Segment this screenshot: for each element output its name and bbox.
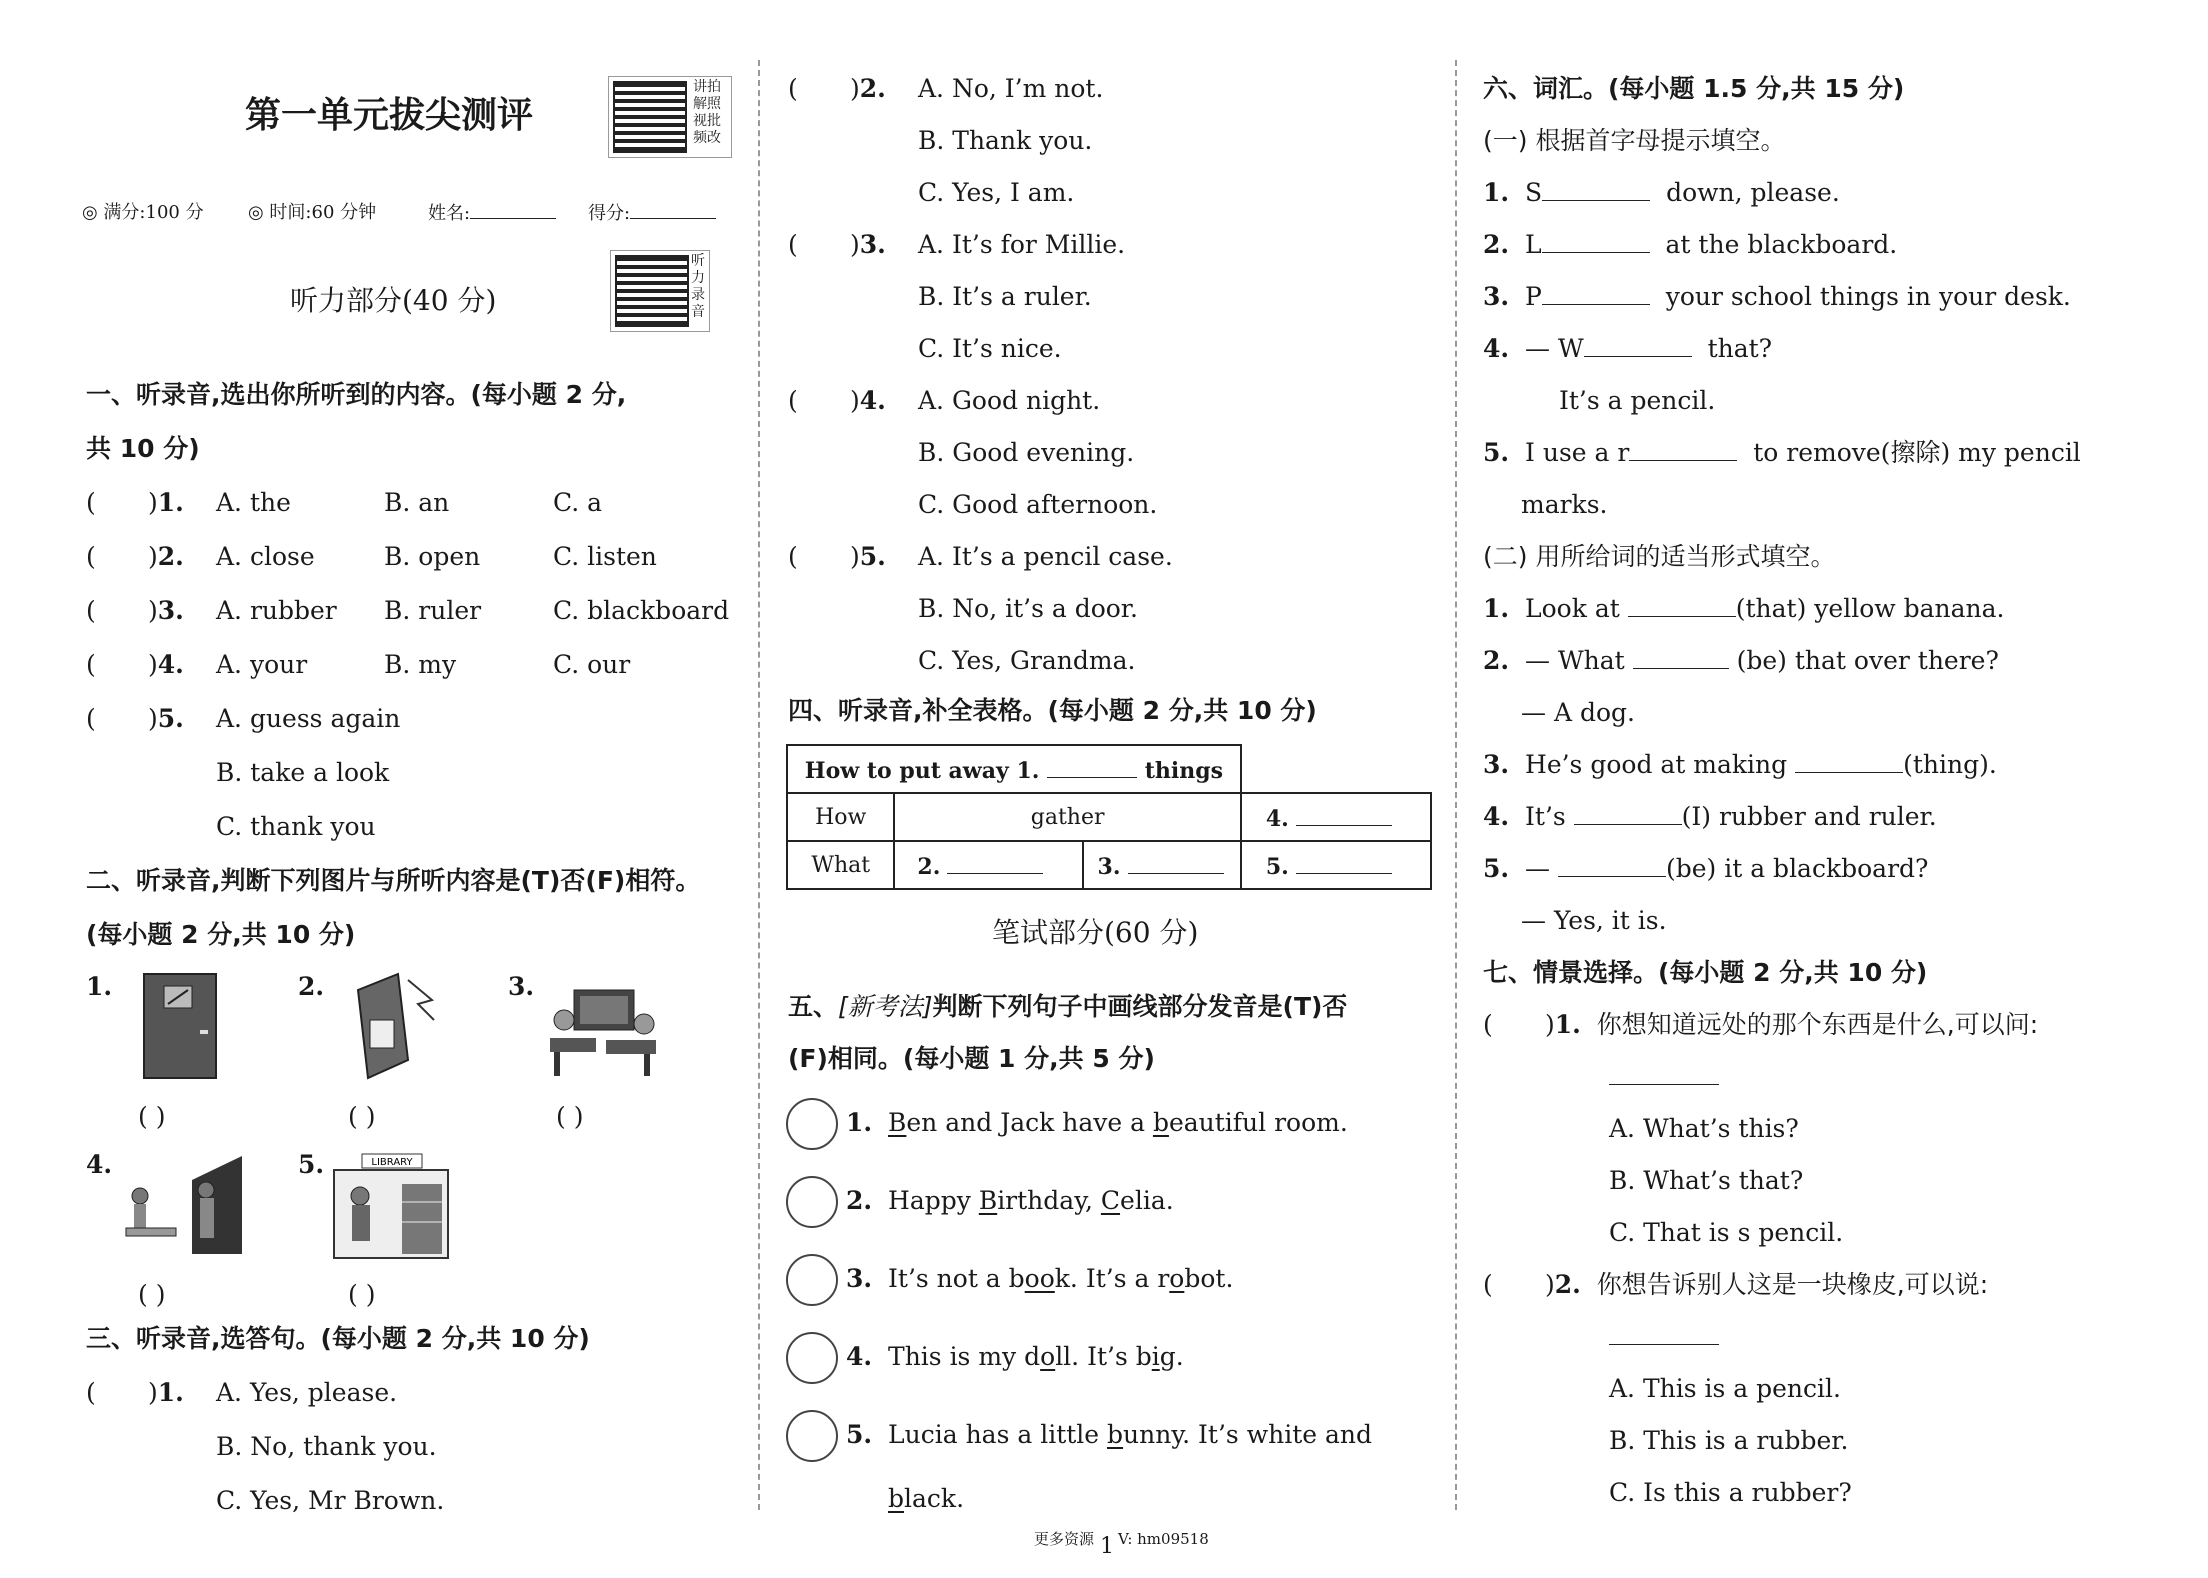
option-c[interactable]: C. Good afternoon. [918,490,1158,519]
closing-book-picture [348,970,438,1082]
writing-title: 笔试部分(60 分) [992,916,1199,949]
name-field[interactable]: 姓名: [428,196,556,231]
option-c[interactable]: C. listen [553,542,657,571]
s3-q2-number: ( )2. [788,74,886,103]
option-a[interactable]: A. No, I’m not. [918,74,1104,103]
option-b[interactable]: B. open [384,542,481,571]
option-b[interactable]: B. Thank you. [918,126,1093,155]
section-3-title: 三、听录音,选答句。(每小题 2 分,共 10 分) [86,1324,590,1353]
score-field[interactable]: 得分: [588,196,716,231]
teacher-blackboard-picture [122,1150,242,1262]
option-a[interactable]: A. rubber [216,596,337,625]
picture-number: 3. [508,972,535,1001]
vocab-item-cont: marks. [1521,490,1608,519]
fill-table [786,744,1432,890]
form-item: 4. It’s (I) rubber and ruler. [1483,802,1937,831]
fill-blank[interactable] [1558,854,1666,877]
fill-blank[interactable] [1542,282,1650,305]
answer-line[interactable] [1609,1320,1719,1354]
s3-q4-number: ( )4. [788,386,886,415]
fill-blank[interactable] [1542,230,1650,253]
option-a[interactable]: A. Yes, please. [216,1378,398,1407]
section-7-title: 七、情景选择。(每小题 2 分,共 10 分) [1483,958,1928,987]
table-header: How to put away 1. things [787,745,1241,793]
option-c[interactable]: C. Yes, I am. [918,178,1075,207]
s7-question: ( )2. 你想告诉别人这是一块橡皮,可以说: [1483,1270,1989,1299]
fill-blank[interactable] [1633,646,1729,669]
s7-question: ( )1. 你想知道远处的那个东西是什么,可以问: [1483,1010,2039,1039]
option-c[interactable]: C. a [553,488,603,517]
option-c[interactable]: C. It’s nice. [918,334,1062,363]
qr-pattern-icon [613,81,687,153]
classroom-picture [544,980,662,1078]
answer-line[interactable] [1609,1060,1719,1094]
form-item: 3. He’s good at making (thing). [1483,750,1997,779]
option-c[interactable]: C. thank you [216,812,376,841]
table-blank-3[interactable]: 3. [1083,841,1241,889]
s5-item: 2. Happy Birthday, Celia. [846,1186,1174,1215]
answer-bubble[interactable] [786,1410,838,1462]
answer-bubble[interactable] [786,1098,838,1150]
option-b[interactable]: B. ruler [384,596,482,625]
answer-paren[interactable]: ( ) [556,1102,584,1131]
answer-bubble[interactable] [786,1176,838,1228]
qr-explain-label: 讲拍解照视批频改 [693,79,721,146]
page-number: 1 [1100,1534,1114,1559]
page-title: 第一单元拔尖测评 [245,94,534,136]
answer-paren[interactable]: ( ) [138,1280,166,1309]
library-picture [332,1150,450,1262]
fill-blank[interactable] [1795,750,1903,773]
option-a[interactable]: A. This is a pencil. [1609,1374,1841,1403]
vocab-item-cont: It’s a pencil. [1559,386,1716,415]
option-a[interactable]: A. What’s this? [1609,1114,1799,1143]
s5-item: 3. It’s not a book. It’s a robot. [846,1264,1234,1293]
section-6-title: 六、词汇。(每小题 1.5 分,共 15 分) [1483,74,1905,103]
qr-code-explain[interactable] [608,76,732,158]
table-blank-2[interactable]: 2. [894,841,1082,889]
section-5-title: 五、[新考法]判断下列句子中画线部分发音是(T)否 [788,992,1348,1021]
s3-q3-number: ( )3. [788,230,886,259]
option-a[interactable]: A. guess again [216,704,401,733]
option-b[interactable]: B. Good evening. [918,438,1135,467]
form-item: 1. Look at (that) yellow banana. [1483,594,2005,623]
answer-bubble[interactable] [786,1254,838,1306]
section-2-title-cont: (每小题 2 分,共 10 分) [86,920,356,949]
qr-audio-label: 听力录音 [691,253,705,320]
table-row-label: How [787,793,894,841]
option-c[interactable]: C. That is s pencil. [1609,1218,1844,1247]
time-limit: ◎ 时间:60 分钟 [248,202,377,223]
s5-item-5-cont: black. [888,1484,965,1513]
picture-number: 5. [298,1150,325,1179]
option-a[interactable]: A. It’s for Millie. [918,230,1126,259]
column-divider [758,60,760,1510]
option-b[interactable]: B. an [384,488,450,517]
option-a[interactable]: A. Good night. [918,386,1101,415]
option-a[interactable]: A. It’s a pencil case. [918,542,1173,571]
s3-q1-number: ( )1. [86,1378,184,1407]
vocab-item: 1. S down, please. [1483,178,1840,207]
option-c[interactable]: C. our [553,650,631,679]
left-column: 第一单元拔尖测评 讲拍解照视批频改 ◎ 满分:100 分 ◎ 时间:60 分钟 姓名: 得分: 听力部分(40 分) 听力录音 一、听录音,选出你所听到的内容。(每小题 2 分, 共 10 分) ( )1. A. the B. an C. a ( )2. A. close B. open C. listen ( )3. A. rubber B. ruler C. blackboard ( )4. A. your B. my C. our ( )5. A. guess again B. take a look C. thank you 二、听录音,判断下列图片与所听内容是(T)否(F)相符。 (每小题 2 分,共 10 分) 1. ( ) 2. ( ) 3. ( ) 4. ( ) 5. LIBRARY ( ) 三、听录音,选答句。(每小题 2 分,共 10 分) ( )1. A. Yes, please. B. No, thank you. C. Yes, Mr Brown. [78,0,738,1578]
form-item: 5. — (be) it a blackboard? [1483,854,1929,883]
answer-paren[interactable]: ( ) [138,1102,166,1131]
form-item: 2. — What (be) that over there? [1483,646,1999,675]
fill-blank[interactable] [1629,438,1737,461]
section-6-sub1: (一) 根据首字母提示填空。 [1483,126,1786,155]
section-1-title-cont: 共 10 分) [86,434,200,463]
footer-source: 更多资源 [1034,1530,1095,1548]
fill-blank[interactable] [1584,334,1692,357]
section-5-title-cont: (F)相同。(每小题 1 分,共 5 分) [788,1044,1155,1073]
option-b[interactable]: B. This is a rubber. [1609,1426,1849,1455]
column-divider [1455,60,1457,1510]
form-item-cont: — Yes, it is. [1521,906,1667,935]
vocab-item: 5. I use a r to remove(擦除) my pencil [1483,438,2081,467]
option-b[interactable]: B. my [384,650,457,679]
answer-paren[interactable]: ( ) [348,1102,376,1131]
s5-item: 1. Ben and Jack have a beautiful room. [846,1108,1348,1137]
section-1-title: 一、听录音,选出你所听到的内容。(每小题 2 分, [86,380,627,409]
fill-blank[interactable] [1574,802,1682,825]
option-c[interactable]: C. Is this a rubber? [1609,1478,1852,1507]
option-c[interactable]: C. blackboard [553,596,730,625]
section-6-sub2: (二) 用所给词的适当形式填空。 [1483,542,1836,571]
footer-contact: V: hm09518 [1118,1530,1209,1548]
option-c[interactable]: C. Yes, Mr Brown. [216,1486,445,1515]
door-picture [140,970,220,1082]
picture-number: 2. [298,972,325,1001]
new-test-tag: [新考法] [838,992,933,1021]
picture-number: 4. [86,1150,113,1179]
s5-item: 5. Lucia has a little bunny. It’s white and [846,1420,1372,1449]
s5-item: 4. This is my doll. It’s big. [846,1342,1184,1371]
table-blank-4[interactable]: 4. [1241,793,1431,841]
option-b[interactable]: B. No, it’s a door. [918,594,1138,623]
vocab-item: 2. L at the blackboard. [1483,230,1898,259]
answer-bubble[interactable] [786,1332,838,1384]
full-score: ◎ 满分:100 分 [82,202,204,223]
option-c[interactable]: C. Yes, Grandma. [918,646,1136,675]
option-b[interactable]: B. What’s that? [1609,1166,1804,1195]
qr-pattern-icon [615,255,689,327]
section-2-title: 二、听录音,判断下列图片与所听内容是(T)否(F)相符。 [86,866,701,895]
answer-paren[interactable]: ( ) [348,1280,376,1309]
vocab-item: 3. P your school things in your desk. [1483,282,2071,311]
right-column [1475,0,2155,1578]
qr-code-audio[interactable] [610,250,710,332]
fill-blank[interactable] [1628,594,1736,617]
option-b[interactable]: B. It’s a ruler. [918,282,1092,311]
library-sign: LIBRARY [371,1157,413,1168]
fill-blank[interactable] [1542,178,1650,201]
option-b[interactable]: B. No, thank you. [216,1432,437,1461]
table-blank-5[interactable]: 5. [1241,841,1431,889]
option-b[interactable]: B. take a look [216,758,390,787]
option-a[interactable]: A. close [216,542,315,571]
option-a[interactable]: A. the [216,488,291,517]
picture-number: 1. [86,972,113,1001]
form-item-cont: — A dog. [1521,698,1635,727]
s3-q5-number: ( )5. [788,542,886,571]
section-4-title: 四、听录音,补全表格。(每小题 2 分,共 10 分) [788,696,1317,725]
option-a[interactable]: A. your [216,650,308,679]
listening-title: 听力部分(40 分) [290,284,497,317]
table-cell-gather: gather [894,793,1240,841]
middle-column [780,0,1440,1578]
vocab-item: 4. — W that? [1483,334,1773,363]
table-row-label: What [787,841,894,889]
